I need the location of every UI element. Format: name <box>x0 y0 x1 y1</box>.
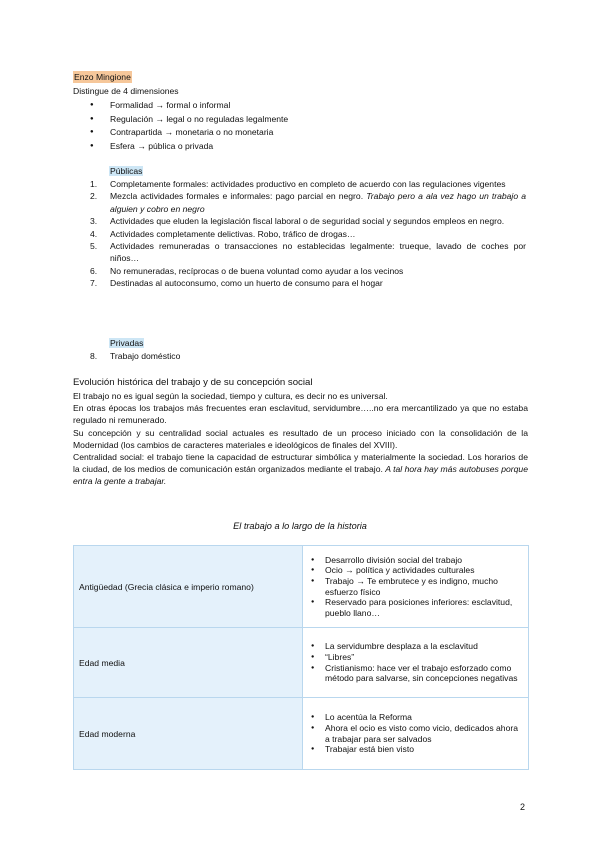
list-item: ● Ahora el ocio es visto como vicio, dedicados ahora a trabajar para ser salvados <box>308 723 523 744</box>
list-item: 1. Completamente formales: actividades productivo en completo de acuerdo con las regulaciones vigentes <box>90 179 506 189</box>
paragraph: En otras épocas los trabajos más frecuentes eran esclavitud, servidumbre…..no era mercantilizado ya que no estaba regulado ni remunerado. <box>73 403 528 426</box>
list-item: ● Regulación → legal o no reguladas legalmente <box>90 113 288 127</box>
period-cell: Edad media <box>74 628 303 698</box>
items-cell <box>303 628 529 698</box>
paragraph: Centralidad social: el trabajo tiene la capacidad de estructurar simbólica y materialmente la sociedad. Los horarios de la ciudad, de los medios de comunicación están organizados mediante el trabajo. A tal hora hay más autobuses porque entra la gente a trabajar. <box>73 452 528 487</box>
list-item: 8. Trabajo doméstico <box>90 351 181 361</box>
list-item: ● La servidumbre desplaza a la esclavitud <box>308 641 523 652</box>
privadas-label: Privadas <box>110 338 144 348</box>
list-item: 7. Destinadas al autoconsumo, como un huerto de consumo para el hogar <box>90 278 383 289</box>
paragraph: El trabajo no es igual según la sociedad, tiempo y cultura, es decir no es universal. <box>73 391 388 401</box>
period-cell: Edad moderna <box>74 698 303 770</box>
publicas-list <box>90 178 526 290</box>
privadas-list <box>90 350 180 362</box>
section-privadas-heading <box>109 337 144 349</box>
evolucion-heading: Evolución histórica del trabajo y de su concepción social <box>73 377 313 388</box>
list-item: ● Esfera → pública o privada <box>90 140 288 154</box>
items-cell <box>303 698 529 770</box>
dimensions-list <box>90 99 288 153</box>
list-item: 6. No remuneradas, recíprocas o de buena voluntad como ayudar a los vecinos <box>90 265 404 276</box>
dimensions-intro: Distingue de 4 dimensiones <box>73 86 179 96</box>
items-cell <box>303 546 529 628</box>
list-item: ● “Libres” <box>308 652 523 663</box>
list-item: 3. Actividades que eluden la legislación fiscal laboral o de seguridad social y segundos empleos en negro. <box>90 216 505 227</box>
paragraph: Su concepción y su centralidad social actuales es resultado de un proceso iniciado con la consolidación de la Modernidad (los cambios de caracteres materiales e ideológicos de finales del XVIII). <box>73 427 528 450</box>
table-row <box>74 698 529 770</box>
list-item: 2. Mezcla actividades formales e informales: pago parcial en negro. Trabajo pero a ala vez hago un trabajo a alguien y cobro en negro <box>90 191 526 214</box>
list-item: ● Contrapartida → monetaria o no monetaria <box>90 126 288 140</box>
list-item: ● Lo acentúa la Reforma <box>308 712 523 723</box>
list-item: ● Cristianismo: hace ver el trabajo esforzado como método para salvarse, sin concepciones negativas <box>308 663 523 684</box>
list-item: ● Reservado para posiciones inferiores: esclavitud, pueblo llano… <box>308 597 523 618</box>
author-name: Enzo Mingione <box>74 72 131 82</box>
list-item: ● Ocio → política y actividades culturales <box>308 565 523 576</box>
list-item: 4. Actividades completamente delictivas. Robo, tráfico de drogas… <box>90 228 356 239</box>
list-item: ● Trabajo → Te embrutece y es indigno, mucho esfuerzo físico <box>308 576 523 597</box>
history-table <box>73 545 529 770</box>
list-item: ● Trabajar está bien visto <box>308 744 523 755</box>
table-title: El trabajo a lo largo de la historia <box>233 521 367 531</box>
table-row <box>74 628 529 698</box>
publicas-label: Públicas <box>110 166 143 176</box>
list-item: ● Desarrollo división social del trabajo <box>308 555 523 566</box>
section-publicas-heading <box>109 165 143 177</box>
evolucion-body <box>73 390 528 488</box>
list-item: ● Formalidad → formal o informal <box>90 99 288 113</box>
table-row <box>74 546 529 628</box>
period-cell: Antigüedad (Grecia clásica e imperio romano) <box>74 546 303 628</box>
list-item: 5. Actividades remuneradas o transacciones no establecidas legalmente: trueque, lavado de coches por niños… <box>90 241 526 264</box>
page-number: 2 <box>520 802 526 812</box>
